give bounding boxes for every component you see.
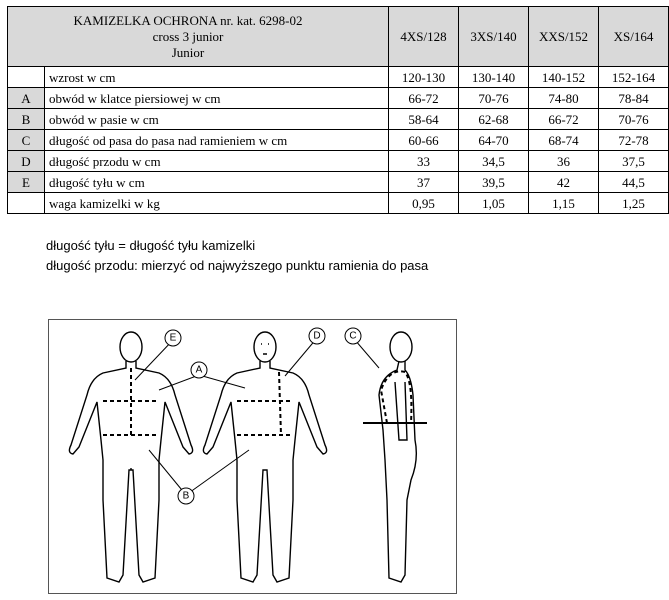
table-cell: 0,95	[389, 193, 459, 214]
front-view-figure	[203, 332, 326, 582]
table-cell: 130-140	[459, 67, 529, 88]
row-letter	[8, 193, 45, 214]
size-table	[7, 6, 669, 214]
row-letter: B	[8, 109, 45, 130]
side-view-figure	[379, 332, 416, 582]
table-cell: 120-130	[389, 67, 459, 88]
row-label: długość przodu w cm	[45, 151, 389, 172]
row-letter: A	[8, 88, 45, 109]
table-cell: 58-64	[389, 109, 459, 130]
table-row	[8, 130, 669, 151]
table-row	[8, 109, 669, 130]
table-cell: 1,05	[459, 193, 529, 214]
label-a: A	[195, 364, 203, 376]
label-e: E	[169, 332, 177, 344]
front-length-line	[279, 372, 281, 435]
table-cell: 70-76	[459, 88, 529, 109]
size-header: 3XS/140	[459, 7, 529, 67]
label-c: C	[349, 330, 357, 342]
table-cell: 62-68	[459, 109, 529, 130]
table-cell: 33	[389, 151, 459, 172]
row-label: obwód w klatce piersiowej w cm	[45, 88, 389, 109]
table-cell: 66-72	[529, 109, 599, 130]
table-cell: 42	[529, 172, 599, 193]
table-cell: 36	[529, 151, 599, 172]
row-letter: C	[8, 130, 45, 151]
table-title-line3: Junior	[171, 44, 205, 60]
row-letter: D	[8, 151, 45, 172]
table-cell: 140-152	[529, 67, 599, 88]
body-outline-illustration	[49, 320, 456, 593]
table-title-line2: cross 3 junior	[152, 28, 224, 44]
row-label: długość tyłu w cm	[45, 172, 389, 193]
label-b: B	[182, 490, 190, 502]
table-cell: 152-164	[599, 67, 669, 88]
measurement-figure	[48, 319, 457, 594]
table-cell: 39,5	[459, 172, 529, 193]
table-cell: 1,15	[529, 193, 599, 214]
table-row	[8, 172, 669, 193]
table-cell: 78-84	[599, 88, 669, 109]
table-row	[8, 88, 669, 109]
table-cell: 72-78	[599, 130, 669, 151]
table-cell: 68-74	[529, 130, 599, 151]
table-cell: 60-66	[389, 130, 459, 151]
row-letter	[8, 67, 45, 88]
label-d: D	[313, 330, 321, 342]
table-cell: 34,5	[459, 151, 529, 172]
size-header: XXS/152	[529, 7, 599, 67]
size-header: 4XS/128	[389, 7, 459, 67]
row-letter: E	[8, 172, 45, 193]
table-cell: 64-70	[459, 130, 529, 151]
table-cell: 44,5	[599, 172, 669, 193]
table-row	[8, 151, 669, 172]
table-cell: 66-72	[389, 88, 459, 109]
row-label: waga kamizelki w kg	[45, 193, 389, 214]
table-cell: 1,25	[599, 193, 669, 214]
table-title-line1: KAMIZELKA OCHRONA nr. kat. 6298-02	[73, 12, 303, 28]
table-row	[8, 67, 669, 88]
table-cell: 74-80	[529, 88, 599, 109]
row-label: długość od pasa do pasa nad ramieniem w cm	[45, 130, 389, 151]
table-cell: 37,5	[599, 151, 669, 172]
size-header: XS/164	[599, 7, 669, 67]
table-cell: 37	[389, 172, 459, 193]
note-back-length: długość tyłu = długość tyłu kamizelki	[46, 238, 256, 253]
row-label: wzrost w cm	[45, 67, 389, 88]
measurement-notes	[46, 236, 428, 276]
note-front-length: długość przodu: mierzyć od najwyższego punktu ramienia do pasa	[46, 258, 429, 273]
row-label: obwód w pasie w cm	[45, 109, 389, 130]
table-cell: 70-76	[599, 109, 669, 130]
table-title-cell	[8, 7, 389, 67]
table-row	[8, 193, 669, 214]
